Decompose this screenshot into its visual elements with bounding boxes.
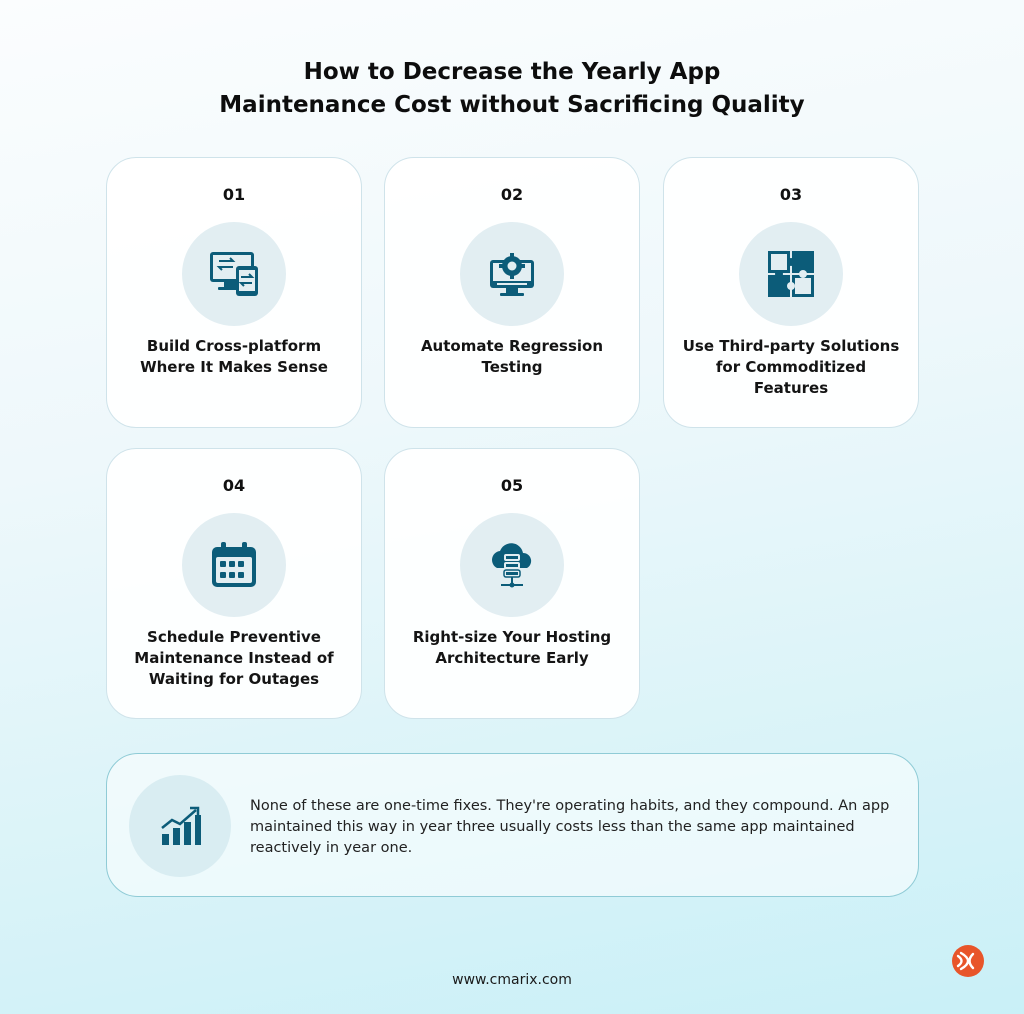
card-number: 01 xyxy=(222,185,246,204)
card-number: 03 xyxy=(779,185,803,204)
icon-circle xyxy=(460,513,564,617)
icon-circle xyxy=(129,775,231,877)
card-third-party xyxy=(663,157,919,428)
icon-circle xyxy=(182,222,286,326)
card-preventive-maintenance xyxy=(106,448,362,719)
icon-circle xyxy=(739,222,843,326)
footer-url[interactable]: www.cmarix.com xyxy=(452,972,572,988)
card-automate-regression xyxy=(384,157,640,428)
card-number: 02 xyxy=(500,185,524,204)
page-title xyxy=(0,56,1024,122)
cmarix-logo-icon xyxy=(951,944,985,978)
card-label: Use Third-party Solutions for Commoditized Features xyxy=(682,337,900,397)
growth-chart-icon xyxy=(158,804,202,848)
cloud-server-icon xyxy=(487,540,537,590)
card-cross-platform xyxy=(106,157,362,428)
card-label: Right-size Your Hosting Architecture Early xyxy=(412,628,612,667)
puzzle-icon xyxy=(766,249,816,299)
summary-note xyxy=(106,753,919,897)
card-hosting-architecture xyxy=(384,448,640,719)
icon-circle xyxy=(182,513,286,617)
icon-circle xyxy=(460,222,564,326)
card-number: 04 xyxy=(222,476,246,495)
summary-text: None of these are one-time fixes. They're operating habits, and they compound. An app maintained this way in year three usually costs less than the same app maintained reactively in year one. xyxy=(250,798,890,856)
card-label: Automate Regression Testing xyxy=(420,337,604,376)
card-number: 05 xyxy=(500,476,524,495)
title-line-2: Maintenance Cost without Sacrificing Quality xyxy=(219,92,805,118)
title-line-1: How to Decrease the Yearly App xyxy=(303,59,721,85)
card-label: Schedule Preventive Maintenance Instead of Waiting for Outages xyxy=(134,628,334,688)
cross-platform-devices-icon xyxy=(208,250,260,298)
monitor-gear-icon xyxy=(487,250,537,298)
card-label: Build Cross-platform Where It Makes Sense xyxy=(140,337,328,376)
calendar-icon xyxy=(210,541,258,589)
